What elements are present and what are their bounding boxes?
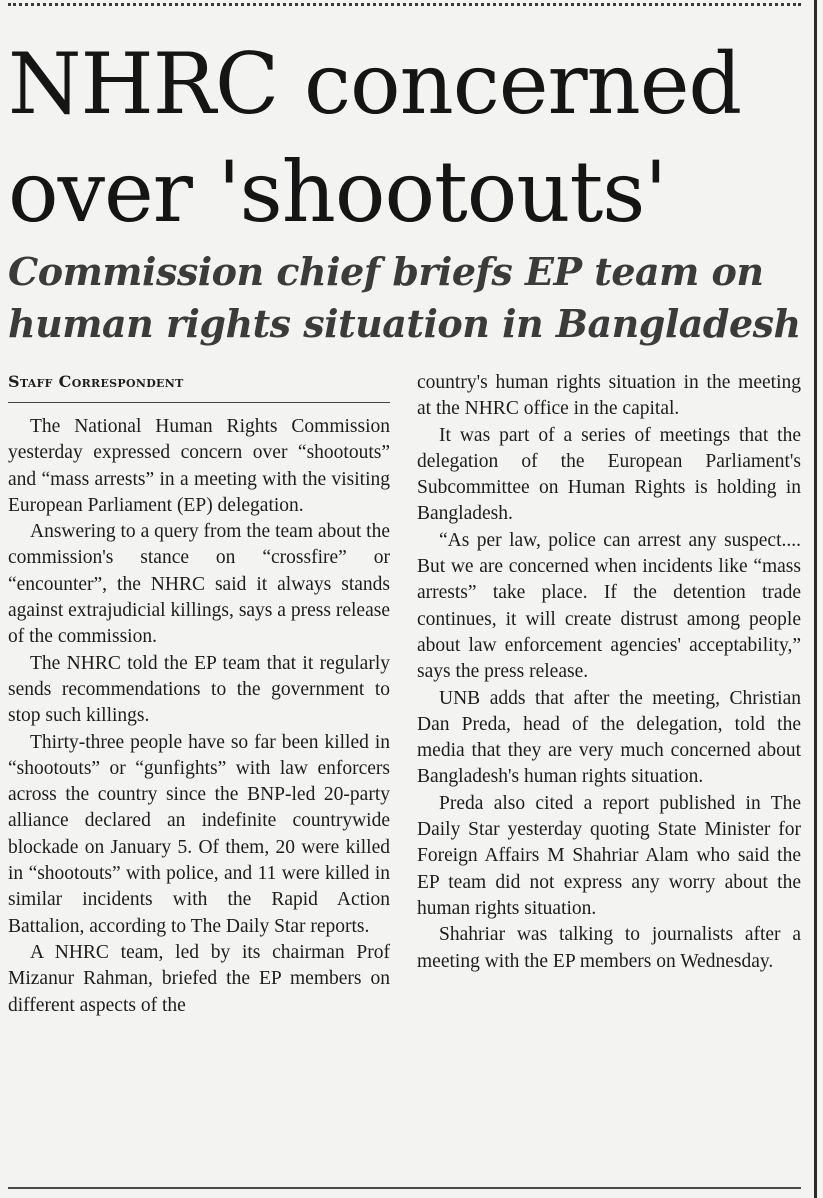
- right-column-rule: [814, 0, 817, 1198]
- paragraph: It was part of a series of meetings that the delegation of the European Parliament's Subcommittee on Human Rights is holding in Bangladesh.: [417, 424, 801, 525]
- paragraph-continued: country's human rights situation in the meeting at the NHRC office in the capital.: [417, 372, 801, 420]
- paragraph: The National Human Rights Commission yesterday expressed concern over “shootouts” and “mass arrests” in a meeting with the visiting European Parliament (EP) delegation.: [8, 416, 390, 516]
- paragraph: Answering to a query from the team about the commission's stance on “crossfire” or “encounter”, the NHRC said it always stands against extrajudicial killings, says a press release of the commission.: [8, 521, 390, 648]
- article-column-right: [417, 370, 801, 975]
- paragraph: Thirty-three people have so far been killed in “shootouts” or “gunfights” with law enforcers across the country since the BNP-led 20-party alliance declared an indefinite countrywide blockade on January 5. Of them, 20 were killed in “shootouts” with police, and 11 were killed in similar incidents with the Rapid Action Battalion, according to The Daily Star reports.: [8, 731, 390, 937]
- byline: Staff Correspondent: [8, 372, 184, 391]
- paragraph: UNB adds that after the meeting, Christian Dan Preda, head of the delegation, told the media that they are very much concerned about Bangladesh's human rights situation.: [417, 687, 801, 788]
- subheadline: Commission chief briefs EP team on human rights situation in Bangladesh: [8, 249, 801, 346]
- top-dotted-border: [8, 3, 801, 10]
- bottom-border: [8, 1187, 801, 1189]
- paragraph: A NHRC team, led by its chairman Prof Mizanur Rahman, briefed the EP members on different aspects of the: [8, 941, 390, 1016]
- article-column-left: [8, 414, 390, 1019]
- paragraph: “As per law, police can arrest any suspect.... But we are concerned when incidents like “mass arrests” take place. If the detention trade continues, it will create distrust among people about law enforcement agencies' acceptability,” says the press release.: [417, 529, 801, 683]
- paragraph: Preda also cited a report published in The Daily Star yesterday quoting State Minister for Foreign Affairs M Shahriar Alam who said the EP team did not express any worry about the human rights situation.: [417, 792, 801, 919]
- paragraph: Shahriar was talking to journalists after a meeting with the EP members on Wednesday.: [417, 924, 801, 972]
- headline: NHRC concerned over 'shootouts': [8, 35, 742, 241]
- paragraph: The NHRC told the EP team that it regularly sends recommendations to the government to stop such killings.: [8, 652, 390, 727]
- byline-divider: [8, 402, 390, 403]
